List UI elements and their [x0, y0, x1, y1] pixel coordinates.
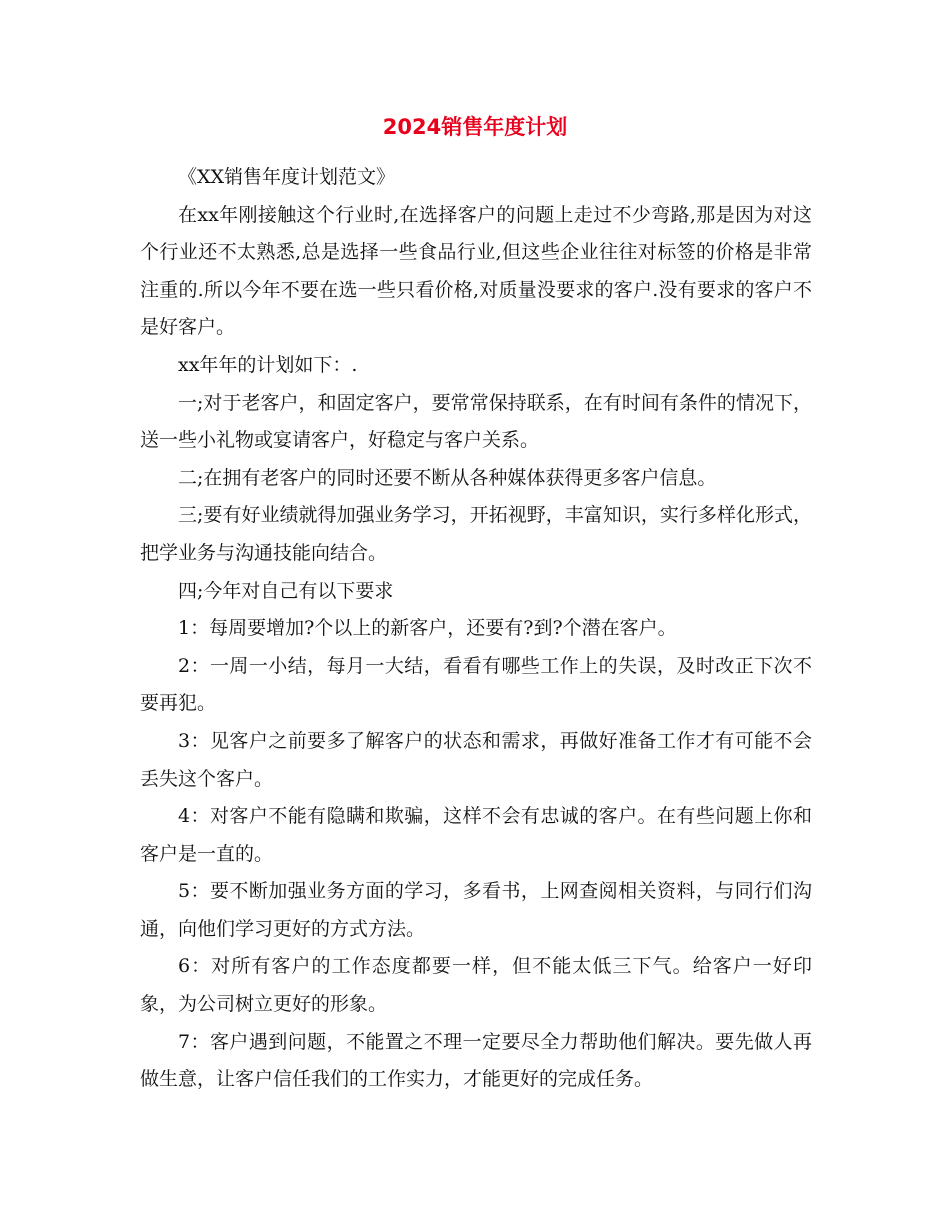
document-title: 2024销售年度计划 — [382, 115, 568, 139]
requirement-3: 3：见客户之前要多了解客户的状态和需求，再做好准备工作才有可能不会丢失这个客户。 — [140, 729, 812, 790]
paragraph-subtitle: 《XX销售年度计划范文》 — [178, 166, 396, 188]
paragraph-plan-heading: xx年年的计划如下：. — [178, 353, 358, 376]
requirement-7: 7：客户遇到问题，不能置之不理一定要尽全力帮助他们解决。要先做人再做生意，让客户信任我们的工作实力，才能更好的完成任务。 — [140, 1030, 812, 1091]
requirement-4: 4：对客户不能有隐瞒和欺骗，这样不会有忠诚的客户。在有些问题上你和客户是一直的。 — [140, 805, 812, 865]
requirement-2: 2：一周一小结，每月一大结，看看有哪些工作上的失误，及时改正下次不要再犯。 — [140, 654, 812, 715]
paragraph-item-4: 四;今年对自己有以下要求 — [178, 579, 394, 602]
paragraph-intro: 在xx年刚接触这个行业时,在选择客户的问题上走过不少弯路,那是因为对这个行业还不太熟悉,总是选择一些食品行业,但这些企业往往对标签的价格是非常注重的.所以今年不要在选一些只看价格,对质量没要求的客户.没有要求的客户不是好客户。 — [140, 203, 812, 339]
requirement-6: 6：对所有客户的工作态度都要一样，但不能太低三下气。给客户一好印象，为公司树立更好的形象。 — [140, 955, 812, 1016]
document-body — [140, 159, 812, 1099]
paragraph-item-2: 二;在拥有老客户的同时还要不断从各种媒体获得更多客户信息。 — [178, 466, 717, 489]
paragraph-item-1: 一;对于老客户，和固定客户，要常常保持联系，在有时间有条件的情况下，送一些小礼物或宴请客户，好稳定与客户关系。 — [140, 391, 812, 452]
requirement-5: 5：要不断加强业务方面的学习，多看书，上网查阅相关资料，与同行们沟通，向他们学习更好的方式方法。 — [140, 880, 812, 940]
paragraph-item-3: 三;要有好业绩就得加强业务学习，开拓视野，丰富知识，实行多样化形式，把学业务与沟通技能向结合。 — [140, 504, 812, 564]
requirement-1: 1：每周要增加?个以上的新客户，还要有?到?个潜在客户。 — [178, 617, 677, 640]
